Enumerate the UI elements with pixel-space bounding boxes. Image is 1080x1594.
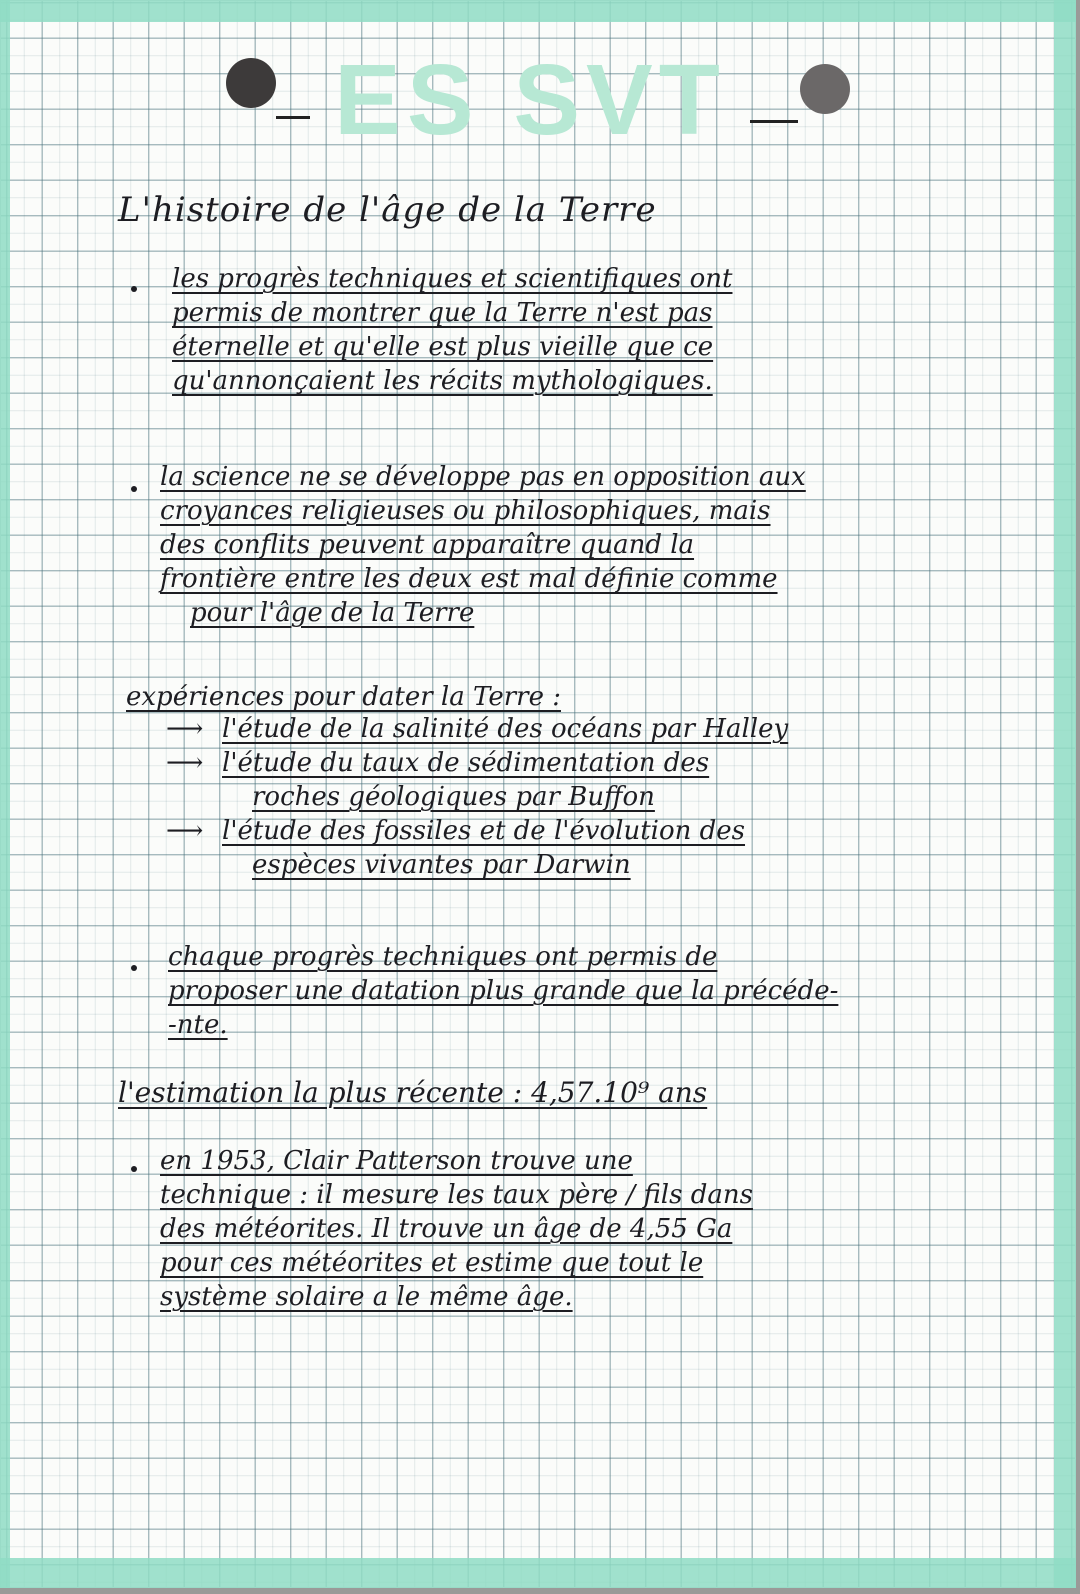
- experiences-list: [166, 712, 1046, 882]
- experience-item: [166, 746, 1046, 780]
- punch-hole-left: [226, 58, 276, 108]
- text-line: les progrès techniques et scientifiques ont: [172, 264, 733, 294]
- experience-item: [166, 712, 1046, 746]
- header-line-left: [276, 116, 310, 119]
- experience-item-continued: [166, 780, 1046, 814]
- experience-item-continued: [166, 848, 1046, 882]
- text-line: la science ne se développe pas en opposition aux: [160, 462, 806, 492]
- arrow-icon: ⟶: [166, 816, 204, 846]
- experience-text: roches géologiques par Buffon: [252, 782, 655, 812]
- text-line: frontière entre les deux est mal définie comme: [160, 564, 778, 594]
- page-border-bottom: [0, 1558, 1076, 1588]
- arrow-icon: ⟶: [166, 714, 204, 744]
- experiences-heading: expériences pour dater la Terre :: [126, 682, 561, 712]
- text-line: chaque progrès techniques ont permis de: [168, 942, 718, 972]
- text-line: proposer une datation plus grande que la précéde-: [168, 976, 839, 1006]
- text-line: système solaire a le même âge.: [160, 1282, 573, 1312]
- page-title: L'histoire de l'âge de la Terre: [118, 190, 657, 230]
- text-line: en 1953, Clair Patterson trouve une: [160, 1146, 633, 1176]
- text-line: des conflits peuvent apparaître quand la: [160, 530, 695, 560]
- arrow-icon: ⟶: [166, 748, 204, 778]
- text-line: -nte.: [168, 1010, 228, 1040]
- text-line: qu'annonçaient les récits mythologiques.: [172, 366, 713, 396]
- experience-text: l'étude des fossiles et de l'évolution des: [222, 816, 746, 846]
- bullet-dot: [131, 486, 137, 492]
- page-header: [210, 40, 870, 160]
- paragraph-patterson: [160, 1144, 1040, 1314]
- punch-hole-right: [800, 64, 850, 114]
- text-line: croyances religieuses ou philosophiques, mais: [160, 496, 771, 526]
- text-line: permis de montrer que la Terre n'est pas: [172, 298, 713, 328]
- text-line: pour l'âge de la Terre: [190, 598, 475, 628]
- text-line: technique : il mesure les taux père / fils dans: [160, 1180, 753, 1210]
- page-border-right: [1054, 0, 1076, 1588]
- paragraph-progres: [172, 262, 1032, 398]
- estimation-line: l'estimation la plus récente : 4,57.10⁹ ans: [118, 1076, 708, 1109]
- bullet-dot: [131, 965, 137, 971]
- header-line-right: [750, 120, 798, 123]
- experience-text: espèces vivantes par Darwin: [252, 850, 631, 880]
- page-border-left: [0, 0, 10, 1588]
- paragraph-science: [160, 460, 1040, 630]
- experience-text: l'étude du taux de sédimentation des: [222, 748, 710, 778]
- text-line: pour ces météorites et estime que tout le: [160, 1248, 704, 1278]
- experience-text: l'étude de la salinité des océans par Halley: [222, 714, 789, 744]
- bullet-dot: [131, 1166, 137, 1172]
- page-border-top: [0, 0, 1076, 22]
- text-line: éternelle et qu'elle est plus vieille que ce: [172, 332, 714, 362]
- experience-item: [166, 814, 1046, 848]
- paragraph-progres-datation: [168, 940, 1048, 1042]
- header-title: ES SVT: [334, 44, 726, 156]
- text-line: des météorites. Il trouve un âge de 4,55 Ga: [160, 1214, 733, 1244]
- bullet-dot: [131, 286, 137, 292]
